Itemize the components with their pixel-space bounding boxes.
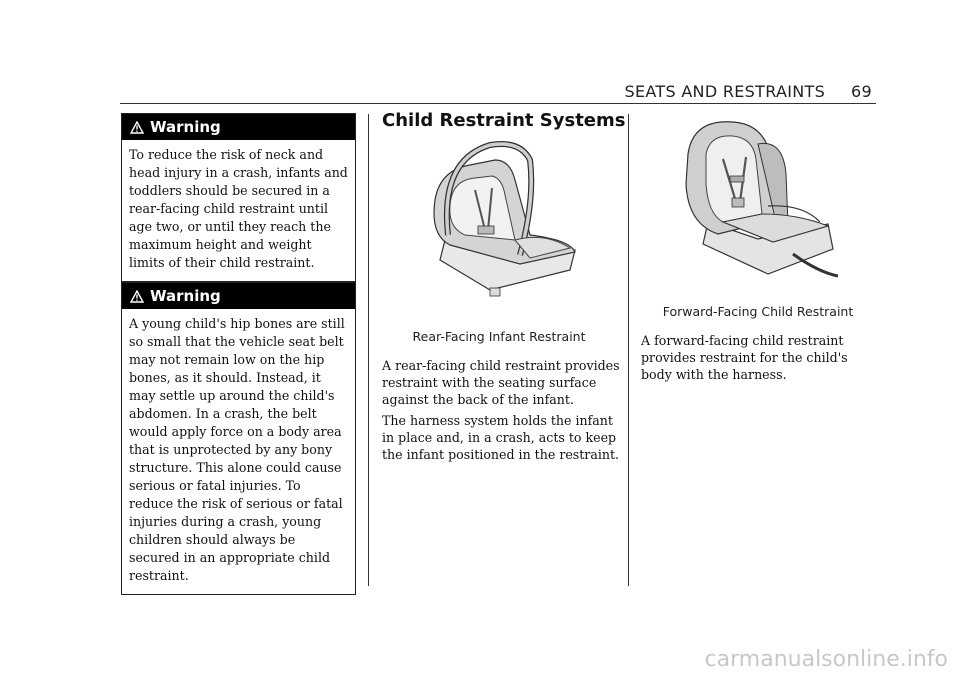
warning-header bbox=[122, 114, 355, 140]
column-divider bbox=[368, 114, 369, 586]
figure-caption-forward: Forward-Facing Child Restraint bbox=[662, 304, 854, 319]
warning-text: A young child's hip bones are still so small that the vehicle seat belt may not remain low on the hip bones, as it should. Instead, it may settle up around the child's abdomen. In a crash, the belt would apply force on a body area that is unprotected by any bony structure. This alone could cause serious or fatal injuries. To reduce the risk of serious or fatal injuries during a crash, young children should always be secured in an appropriate child restraint. bbox=[129, 316, 345, 583]
paragraph-rear-2: The harness system holds the infant in place and, in a crash, acts to keep the infant positioned in the restraint. bbox=[382, 413, 620, 462]
section-title: Child Restraint Systems bbox=[382, 110, 626, 131]
warning-header bbox=[122, 283, 355, 309]
paragraph-rear-1: A rear-facing child restraint provides restraint with the seating surface against the back of the infant. bbox=[382, 358, 620, 407]
forward-facing-child-restraint-illustration bbox=[678, 114, 843, 286]
warning-text: To reduce the risk of neck and head injury in a crash, infants and toddlers should be secured in a rear-facing child restraint until age two, or until they reach the maximum height and weight limits of their child restraint. bbox=[129, 147, 348, 270]
warning-box bbox=[121, 113, 356, 282]
watermark: carmanualsonline.info bbox=[704, 647, 948, 672]
header-rule bbox=[120, 103, 876, 104]
warning-title: Warning bbox=[150, 287, 221, 305]
warning-triangle-icon bbox=[130, 121, 144, 134]
warning-box bbox=[121, 282, 356, 595]
figure-caption-rear: Rear-Facing Infant Restraint bbox=[412, 329, 586, 344]
section-header: SEATS AND RESTRAINTS bbox=[624, 82, 826, 101]
warning-title: Warning bbox=[150, 118, 221, 136]
page-number: 69 bbox=[851, 82, 872, 101]
paragraph-forward-1: A forward-facing child restraint provides restraint for the child's body with the harness. bbox=[641, 333, 848, 382]
warning-triangle-icon bbox=[130, 290, 144, 303]
rear-facing-infant-restraint-illustration bbox=[420, 140, 590, 300]
page-header bbox=[625, 82, 872, 101]
column-divider bbox=[628, 114, 629, 586]
